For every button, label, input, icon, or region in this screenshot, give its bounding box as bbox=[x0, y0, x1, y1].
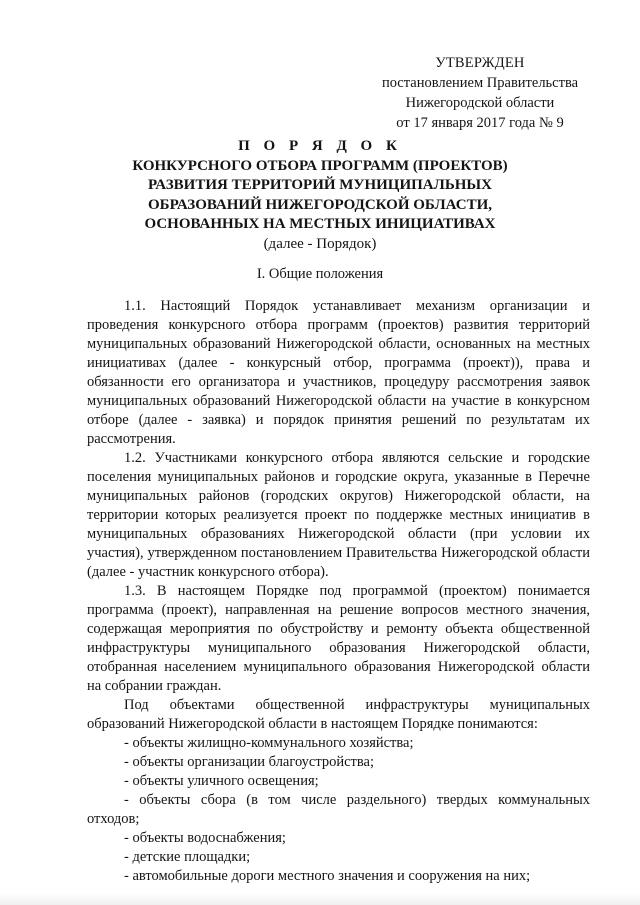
document-title bbox=[110, 137, 530, 254]
approval-line: постановлением Правительства bbox=[381, 75, 579, 91]
approval-date: от 17 января 2017 года № 9 bbox=[396, 115, 564, 131]
approval-line: Нижегородской области bbox=[405, 95, 555, 111]
paragraph: 1.3. В настоящем Порядке под программой (проектом) понимается программа (проект), направленная на решение вопросов местного значения, содержащая мероприятия по обустройству и ремонту объекта общественной инфраструктуры муниципального образования Нижегородской области, отобранная населением муниципального образования Нижегородской области на собрании граждан. bbox=[87, 583, 590, 694]
paragraph: 1.2. Участниками конкурсного отбора являются сельские и городские поселения муниципальных районов и городские округа, указанные в Перечне муниципальных районов (городских округов) Нижегородской области, на территории которых реализуется проект по поддержке местных инициатив в муниципальных образованиях Нижегородской области (при условии их участия), утвержденном постановлением Правительства Нижегородской области (далее - участник конкурсного отбора). bbox=[87, 450, 590, 580]
document-body bbox=[87, 297, 590, 886]
title-word: П О Р Я Д О К bbox=[238, 138, 402, 154]
list-item: - объекты уличного освещения; bbox=[124, 773, 319, 789]
approval-stamp bbox=[360, 53, 600, 133]
title-line: ОБРАЗОВАНИЙ НИЖЕГОРОДСКОЙ ОБЛАСТИ, bbox=[148, 196, 492, 213]
paragraph: 1.1. Настоящий Порядок устанавливает механизм организации и проведения конкурсного отбора программ (проектов) развития территорий муниципальных образований Нижегородской области, основанных на местных инициативах (далее - конкурсный отбор, программа (проект)), права и обязанности его организатора и участников, процедуру рассмотрения заявок муниципальных образований Нижегородской области на участие в конкурсном отборе (далее - заявка) и порядок принятия решений по результатам их рассмотрения. bbox=[87, 298, 590, 447]
list-item: - детские площадки; bbox=[124, 849, 251, 865]
title-note: (далее - Порядок) bbox=[263, 235, 377, 252]
paragraph: Под объектами общественной инфраструктуры муниципальных образований Нижегородской области в настоящем Порядке понимаются: bbox=[87, 697, 590, 732]
approval-heading: УТВЕРЖДЕН bbox=[435, 55, 525, 71]
section-heading: I. Общие положения bbox=[256, 266, 384, 282]
title-line: ОСНОВАННЫХ НА МЕСТНЫХ ИНИЦИАТИВАХ bbox=[144, 216, 496, 232]
scan-bottom-edge bbox=[0, 893, 640, 905]
title-line: РАЗВИТИЯ ТЕРРИТОРИЙ МУНИЦИПАЛЬНЫХ bbox=[148, 177, 492, 193]
list-item: - автомобильные дороги местного значения и сооружения на них; bbox=[124, 868, 531, 884]
list-item: - объекты водоснабжения; bbox=[124, 830, 286, 846]
list-item: - объекты организации благоустройства; bbox=[124, 754, 375, 770]
title-line: КОНКУРСНОГО ОТБОРА ПРОГРАММ (ПРОЕКТОВ) bbox=[132, 157, 508, 174]
list-item: - объекты жилищно-коммунального хозяйства; bbox=[124, 735, 414, 751]
list-item: - объекты сбора (в том числе раздельного) твердых коммунальных отходов; bbox=[87, 792, 590, 827]
